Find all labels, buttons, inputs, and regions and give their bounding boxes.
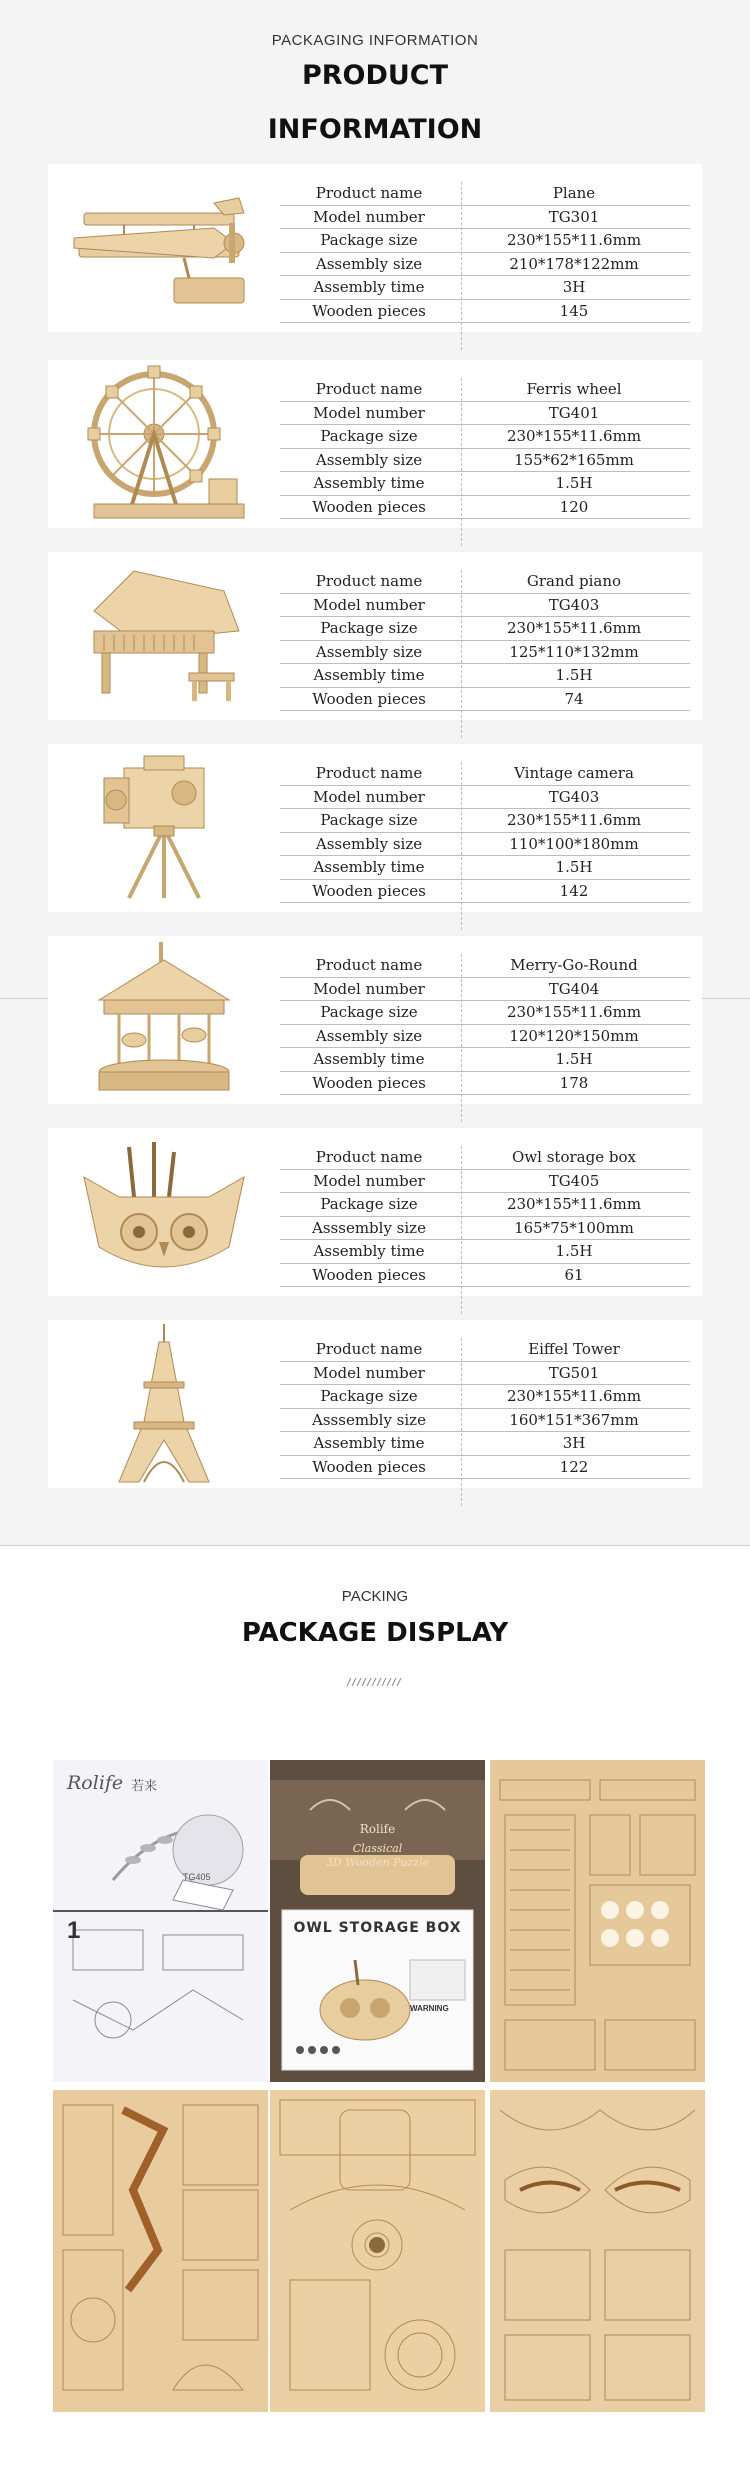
spec-key: Package size xyxy=(320,811,418,830)
spec-value: Eiffel Tower xyxy=(528,1340,620,1359)
spec-key: Assembly time xyxy=(313,858,425,877)
spec-value: TG403 xyxy=(548,595,600,614)
spec-row xyxy=(280,786,690,810)
product-image xyxy=(48,552,280,720)
spec-key: Asssembly size xyxy=(312,1410,426,1429)
spec-key: Product name xyxy=(315,572,423,591)
spec-key: Assembly time xyxy=(313,474,425,493)
spec-row xyxy=(280,954,690,978)
wooden-sheet-photo-3 xyxy=(270,2090,485,2412)
spec-key: Package size xyxy=(320,231,418,250)
spec-value: Owl storage box xyxy=(512,1148,636,1167)
spec-row xyxy=(280,1456,690,1480)
spec-value: 178 xyxy=(559,1073,589,1092)
spec-row xyxy=(280,378,690,402)
spec-key: Wooden pieces xyxy=(312,1457,426,1476)
product-card xyxy=(48,1320,702,1488)
spec-key: Assembly time xyxy=(313,1242,425,1261)
spec-row xyxy=(280,472,690,496)
spec-value: 230*155*11.6mm xyxy=(506,231,642,250)
spec-key: Product name xyxy=(315,1340,423,1359)
spec-key: Wooden pieces xyxy=(312,1265,426,1284)
spec-value: TG401 xyxy=(548,403,600,422)
spec-key: Assembly size xyxy=(315,254,423,273)
spec-table xyxy=(280,1146,690,1287)
spec-key: Wooden pieces xyxy=(312,301,426,320)
wooden-sheet-photo-1 xyxy=(490,1760,705,2082)
spec-table xyxy=(280,570,690,711)
spec-key: Assembly time xyxy=(313,1434,425,1453)
spec-row xyxy=(280,425,690,449)
spec-value: 1.5H xyxy=(555,474,593,493)
spec-value: 230*155*11.6mm xyxy=(506,1003,642,1022)
spec-table xyxy=(280,762,690,903)
spec-key: Package size xyxy=(320,1195,418,1214)
product-card xyxy=(48,552,702,720)
spec-row xyxy=(280,1432,690,1456)
product-image xyxy=(48,1128,280,1296)
spec-row xyxy=(280,594,690,618)
spec-value: 230*155*11.6mm xyxy=(506,1387,642,1406)
spec-key: Assembly time xyxy=(313,1050,425,1069)
product-card xyxy=(48,360,702,528)
spec-value: Vintage camera xyxy=(514,764,634,783)
spec-key: Product name xyxy=(315,1148,423,1167)
spec-value: 210*178*122mm xyxy=(509,254,639,273)
product-card xyxy=(48,164,702,332)
spec-row xyxy=(280,978,690,1002)
spec-row xyxy=(280,664,690,688)
spec-value: Plane xyxy=(552,184,596,203)
spec-table xyxy=(280,1338,690,1479)
spec-key: Wooden pieces xyxy=(312,689,426,708)
spec-key: Package size xyxy=(320,619,418,638)
spec-value: 142 xyxy=(559,881,589,900)
spec-value: 145 xyxy=(559,301,589,320)
spec-row xyxy=(280,762,690,786)
spec-key: Model number xyxy=(313,595,425,614)
box-brand: Rolife xyxy=(359,1822,396,1836)
spec-row xyxy=(280,206,690,230)
section-title-line2: INFORMATION xyxy=(267,114,483,145)
product-image xyxy=(48,936,280,1104)
spec-row xyxy=(280,1338,690,1362)
wooden-sheet-pattern xyxy=(490,2090,705,2412)
spec-key: Assembly time xyxy=(313,666,425,685)
biplane-image xyxy=(64,183,264,313)
spec-value: 1.5H xyxy=(555,858,593,877)
section-divider xyxy=(0,1545,750,1546)
spec-value: 61 xyxy=(564,1265,584,1284)
spec-row xyxy=(280,1240,690,1264)
spec-value: TG403 xyxy=(548,787,600,806)
spec-key: Model number xyxy=(313,1171,425,1190)
packing-label: PACKING xyxy=(341,1588,409,1605)
spec-row xyxy=(280,182,690,206)
spec-row xyxy=(280,1362,690,1386)
spec-value: 125*110*132mm xyxy=(509,642,639,661)
spec-key: Package size xyxy=(320,1387,418,1406)
section-label: PACKAGING INFORMATION xyxy=(271,32,479,49)
spec-row xyxy=(280,856,690,880)
spec-value: Ferris wheel xyxy=(526,380,622,399)
spec-key: Assembly size xyxy=(315,642,423,661)
spec-row xyxy=(280,617,690,641)
owl-storage-box-image xyxy=(74,1137,254,1287)
vintage-camera-image xyxy=(84,748,244,908)
product-card xyxy=(48,744,702,912)
wooden-sheet-pattern xyxy=(53,2090,268,2412)
spec-value: 1.5H xyxy=(555,666,593,685)
spec-key: Model number xyxy=(313,1363,425,1382)
spec-row xyxy=(280,253,690,277)
spec-value: TG501 xyxy=(548,1363,600,1382)
box-warning: WARNING xyxy=(410,2004,449,2013)
spec-key: Assembly size xyxy=(315,1026,423,1045)
spec-key: Model number xyxy=(313,207,425,226)
spec-value: 120*120*150mm xyxy=(509,1026,639,1045)
spec-row xyxy=(280,276,690,300)
spec-row xyxy=(280,809,690,833)
product-card xyxy=(48,1128,702,1296)
spec-value: TG301 xyxy=(548,207,600,226)
spec-value: TG404 xyxy=(548,979,600,998)
spec-key: Assembly time xyxy=(313,278,425,297)
packing-title: PACKAGE DISPLAY xyxy=(241,1618,509,1648)
spec-row xyxy=(280,1025,690,1049)
spec-row xyxy=(280,688,690,712)
spec-row xyxy=(280,833,690,857)
spec-row xyxy=(280,1001,690,1025)
product-image xyxy=(48,744,280,912)
spec-key: Product name xyxy=(315,764,423,783)
section-title-line1: PRODUCT xyxy=(301,60,449,91)
product-image xyxy=(48,1320,280,1488)
spec-key: Product name xyxy=(315,956,423,975)
spec-key: Wooden pieces xyxy=(312,1073,426,1092)
spec-row xyxy=(280,570,690,594)
spec-row xyxy=(280,1072,690,1096)
spec-value: 3H xyxy=(562,278,586,297)
product-card xyxy=(48,936,702,1104)
spec-row xyxy=(280,1048,690,1072)
spec-row xyxy=(280,449,690,473)
spec-table xyxy=(280,954,690,1095)
spec-key: Model number xyxy=(313,403,425,422)
spec-value: 1.5H xyxy=(555,1242,593,1261)
ferris-wheel-image xyxy=(74,364,254,524)
spec-value: 122 xyxy=(559,1457,589,1476)
wooden-sheet-pattern xyxy=(490,1760,705,2082)
spec-value: 230*155*11.6mm xyxy=(506,427,642,446)
product-image xyxy=(48,164,280,332)
spec-key: Assembly size xyxy=(315,834,423,853)
spec-row xyxy=(280,880,690,904)
box-tagline-1: Classical xyxy=(352,1842,403,1855)
spec-value: 230*155*11.6mm xyxy=(506,619,642,638)
merry-go-round-image xyxy=(79,940,249,1100)
spec-table xyxy=(280,182,690,323)
spec-row xyxy=(280,1264,690,1288)
spec-key: Wooden pieces xyxy=(312,497,426,516)
spec-key: Product name xyxy=(315,380,423,399)
spec-value: 160*151*367mm xyxy=(509,1410,639,1429)
spec-row xyxy=(280,496,690,520)
spec-row xyxy=(280,641,690,665)
spec-value: 120 xyxy=(559,497,589,516)
spec-row xyxy=(280,300,690,324)
spec-value: 155*62*165mm xyxy=(514,450,634,469)
spec-key: Product name xyxy=(315,184,423,203)
spec-key: Model number xyxy=(313,787,425,806)
spec-value: 165*75*100mm xyxy=(514,1218,634,1237)
manual-brand-cn: 若来 xyxy=(131,1778,158,1793)
spec-value: 74 xyxy=(564,689,584,708)
manual-illustration xyxy=(53,1760,268,2082)
decorative-slashes xyxy=(345,1678,405,1686)
spec-row xyxy=(280,1146,690,1170)
wooden-sheet-photo-4 xyxy=(490,2090,705,2412)
spec-row xyxy=(280,1385,690,1409)
box-title: OWL STORAGE BOX xyxy=(293,1920,462,1936)
manual-model: TG405 xyxy=(183,1872,211,1882)
wooden-sheet-pattern xyxy=(270,2090,485,2412)
box-front-photo xyxy=(270,1760,485,2082)
spec-row xyxy=(280,1170,690,1194)
spec-value: 110*100*180mm xyxy=(509,834,639,853)
manual-brand: Rolife xyxy=(67,1772,124,1794)
spec-key: Asssembly size xyxy=(312,1218,426,1237)
spec-value: 230*155*11.6mm xyxy=(506,811,642,830)
spec-table xyxy=(280,378,690,519)
spec-value: TG405 xyxy=(548,1171,600,1190)
eiffel-tower-image xyxy=(104,1322,224,1487)
spec-key: Package size xyxy=(320,427,418,446)
spec-value: Merry-Go-Round xyxy=(510,956,638,975)
instruction-manual-photo xyxy=(53,1760,268,2082)
wooden-sheet-photo-2 xyxy=(53,2090,268,2412)
spec-value: 230*155*11.6mm xyxy=(506,1195,642,1214)
spec-value: 1.5H xyxy=(555,1050,593,1069)
spec-value: 3H xyxy=(562,1434,586,1453)
spec-row xyxy=(280,1409,690,1433)
spec-key: Wooden pieces xyxy=(312,881,426,900)
spec-row xyxy=(280,1217,690,1241)
box-tagline-2: 3D Wooden Puzzle xyxy=(325,1856,430,1869)
spec-key: Model number xyxy=(313,979,425,998)
spec-key: Assembly size xyxy=(315,450,423,469)
manual-step-number: 1 xyxy=(67,1917,81,1944)
spec-row xyxy=(280,402,690,426)
spec-value: Grand piano xyxy=(526,572,622,591)
product-image xyxy=(48,360,280,528)
grand-piano-image xyxy=(74,561,254,711)
spec-row xyxy=(280,229,690,253)
spec-row xyxy=(280,1193,690,1217)
spec-key: Package size xyxy=(320,1003,418,1022)
